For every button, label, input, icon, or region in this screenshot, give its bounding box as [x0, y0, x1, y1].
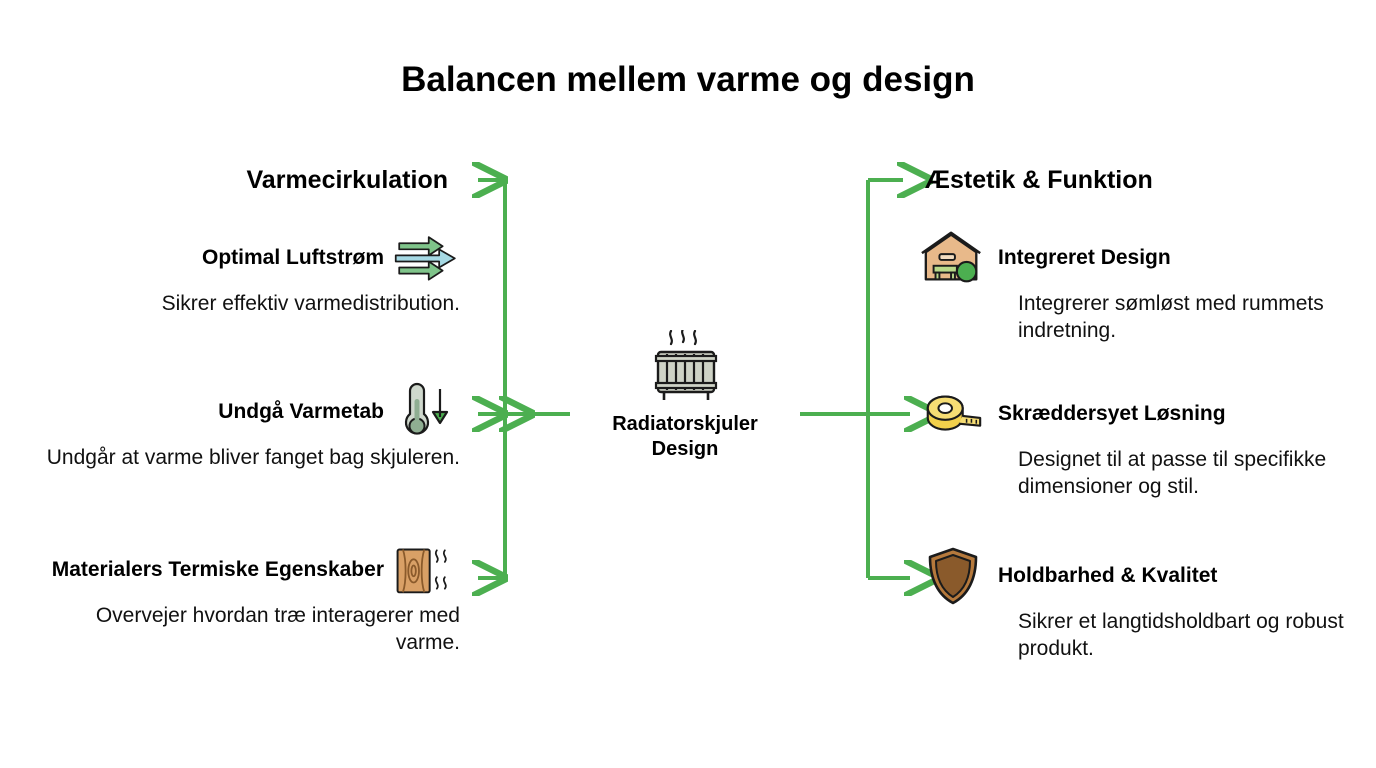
- wood-heat-icon: [394, 540, 460, 600]
- node-description: Overvejer hvordan træ interagerer med varme.: [95, 604, 460, 654]
- node-materialers-termiske-egenskaber: [40, 540, 460, 657]
- shield-icon: [920, 546, 986, 606]
- center-node-label-line1: Radiatorskjuler: [612, 413, 758, 435]
- page-title: Balancen mellem varme og design: [401, 60, 975, 99]
- node-title: Holdbarhed & Kvalitet: [998, 564, 1218, 588]
- node-description: Sikrer et langtidsholdbart og robust produkt.: [1018, 610, 1344, 660]
- center-node: [585, 330, 785, 462]
- node-title: Integreret Design: [998, 246, 1171, 270]
- node-description: Sikrer effektiv varmedistribution.: [161, 292, 460, 315]
- node-title: Materialers Termiske Egenskaber: [51, 558, 384, 582]
- thermometer-down-icon: [394, 382, 460, 442]
- center-node-label: [585, 412, 785, 462]
- measuring-tape-icon: [920, 384, 986, 444]
- branch-heading-aestetik: Æstetik & Funktion: [925, 166, 1153, 194]
- center-node-label-line2: Design: [651, 438, 719, 460]
- node-undga-varmetab: [40, 382, 460, 472]
- node-integreret-design: [920, 228, 1350, 345]
- node-holdbarhed-kvalitet: [920, 546, 1350, 663]
- node-title: Skræddersyet Løsning: [998, 402, 1226, 426]
- node-description: Designet til at passe til specifikke dimensioner og stil.: [1018, 448, 1327, 498]
- node-title: Undgå Varmetab: [218, 400, 384, 424]
- radiator-icon: [585, 330, 785, 410]
- node-title: Optimal Luftstrøm: [202, 246, 384, 270]
- node-skraeddersyet-losning: [920, 384, 1350, 501]
- house-interior-icon: [920, 228, 986, 288]
- node-optimal-luftstrom: [40, 228, 460, 318]
- node-description: Undgår at varme bliver fanget bag skjuleren.: [46, 446, 460, 469]
- branch-heading-varmecirkulation: Varmecirkulation: [246, 166, 448, 194]
- airflow-arrows-icon: [394, 228, 460, 288]
- node-description: Integrerer sømløst med rummets indretning.: [1018, 292, 1324, 342]
